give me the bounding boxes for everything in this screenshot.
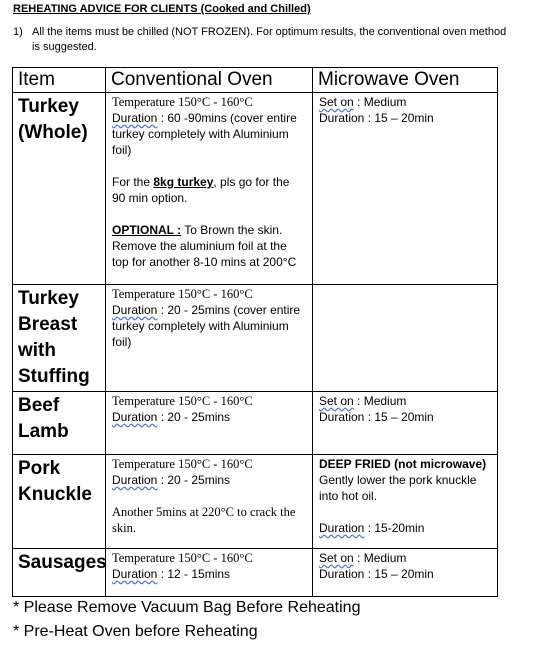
micro-duration: : 15 – 20min [364, 111, 434, 125]
micro-setting: : Medium [353, 95, 407, 109]
item-name: Sausages [13, 549, 106, 597]
table-row-pork-knuckle [13, 455, 498, 549]
table-row-turkey-whole [13, 93, 498, 285]
duration-label: Duration [112, 567, 158, 581]
optional-text: To Brown the skin. Remove the aluminium foil at the top for another 8-10 mins at 200°C [112, 223, 297, 269]
seton-label: Set on [319, 551, 354, 565]
text-option: , pls go for the 90 min option. [112, 175, 290, 205]
temperature-text: Temperature 150°C - 160°C [112, 95, 253, 109]
duration-label: Duration [112, 410, 158, 424]
duration-label: Duration [319, 410, 365, 424]
weight-label: 8kg turkey [153, 175, 214, 189]
oven-instructions [106, 285, 313, 392]
optional-label: OPTIONAL : [112, 223, 182, 237]
duration-text: : 20 - 25mins [157, 473, 231, 487]
item-name: Turkey (Whole) [13, 93, 106, 285]
reheating-table [12, 67, 498, 597]
microwave-instructions [313, 455, 498, 549]
item-name: Turkey Breast with Stuffing [13, 285, 106, 392]
instruction-note [13, 25, 513, 55]
table-row-sausages [13, 549, 498, 597]
oven-instructions [106, 93, 313, 285]
seton-label: Set on [319, 95, 354, 109]
table-header-row [13, 68, 498, 93]
microwave-instructions [313, 285, 498, 392]
item-name: Pork Knuckle [13, 455, 106, 549]
header-microwave-oven: Microwave Oven [313, 68, 498, 93]
micro-duration: : 15-20min [364, 521, 425, 535]
microwave-instructions [313, 93, 498, 285]
note-number: 1) [13, 26, 23, 38]
seton-label: Set on [319, 394, 354, 408]
duration-label: Duration [112, 473, 158, 487]
micro-duration: : 15 – 20min [364, 567, 434, 581]
micro-duration: : 15 – 20min [364, 410, 434, 424]
duration-text: : 20 - 25mins (cover entire turkey completely with Aluminium foil) [112, 303, 301, 349]
oven-instructions [106, 455, 313, 549]
microwave-instructions [313, 392, 498, 455]
duration-text: : 12 - 15mins [157, 567, 231, 581]
note-text: All the items must be chilled (NOT FROZEN). For optimum results, the conventional oven method is suggested. [32, 26, 507, 53]
header-item: Item [13, 68, 106, 93]
oven-instructions [106, 549, 313, 597]
duration-text: : 20 - 25mins [157, 410, 231, 424]
document-title: REHEATING ADVICE FOR CLIENTS (Cooked and Chilled) [13, 3, 311, 15]
table-row-turkey-breast [13, 285, 498, 392]
microwave-instructions [313, 549, 498, 597]
duration-label: Duration [319, 111, 365, 125]
oven-instructions [106, 392, 313, 455]
duration-text: : 60 -90mins (cover entire turkey completely with Aluminium foil) [112, 111, 297, 157]
footer-note-preheat: * Pre-Heat Oven before Reheating [13, 623, 258, 640]
duration-label: Duration [112, 111, 158, 125]
micro-setting: : Medium [353, 394, 407, 408]
duration-label: Duration [319, 567, 365, 581]
temperature-text: Temperature 150°C - 160°C [112, 287, 253, 301]
duration-label: Duration [319, 521, 365, 535]
deep-fried-title: DEEP FRIED (not microwave) [319, 457, 487, 471]
text-for-the: For the [112, 175, 154, 189]
header-conventional-oven: Conventional Oven [106, 68, 313, 93]
temperature-text: Temperature 150°C - 160°C [112, 394, 253, 408]
table-row-beef-lamb [13, 392, 498, 455]
micro-setting: : Medium [353, 551, 407, 565]
temperature-text: Temperature 150°C - 160°C [112, 551, 253, 565]
duration-label: Duration [112, 303, 158, 317]
item-name: Beef Lamb [13, 392, 106, 455]
deep-fried-text: Gently lower the pork knuckle into hot oil. [319, 473, 477, 503]
footer-note-vacuum: * Please Remove Vacuum Bag Before Reheating [13, 599, 361, 616]
temperature-text: Temperature 150°C - 160°C [112, 457, 253, 471]
extra-text: Another 5mins at 220°C to crack the skin. [112, 505, 296, 535]
